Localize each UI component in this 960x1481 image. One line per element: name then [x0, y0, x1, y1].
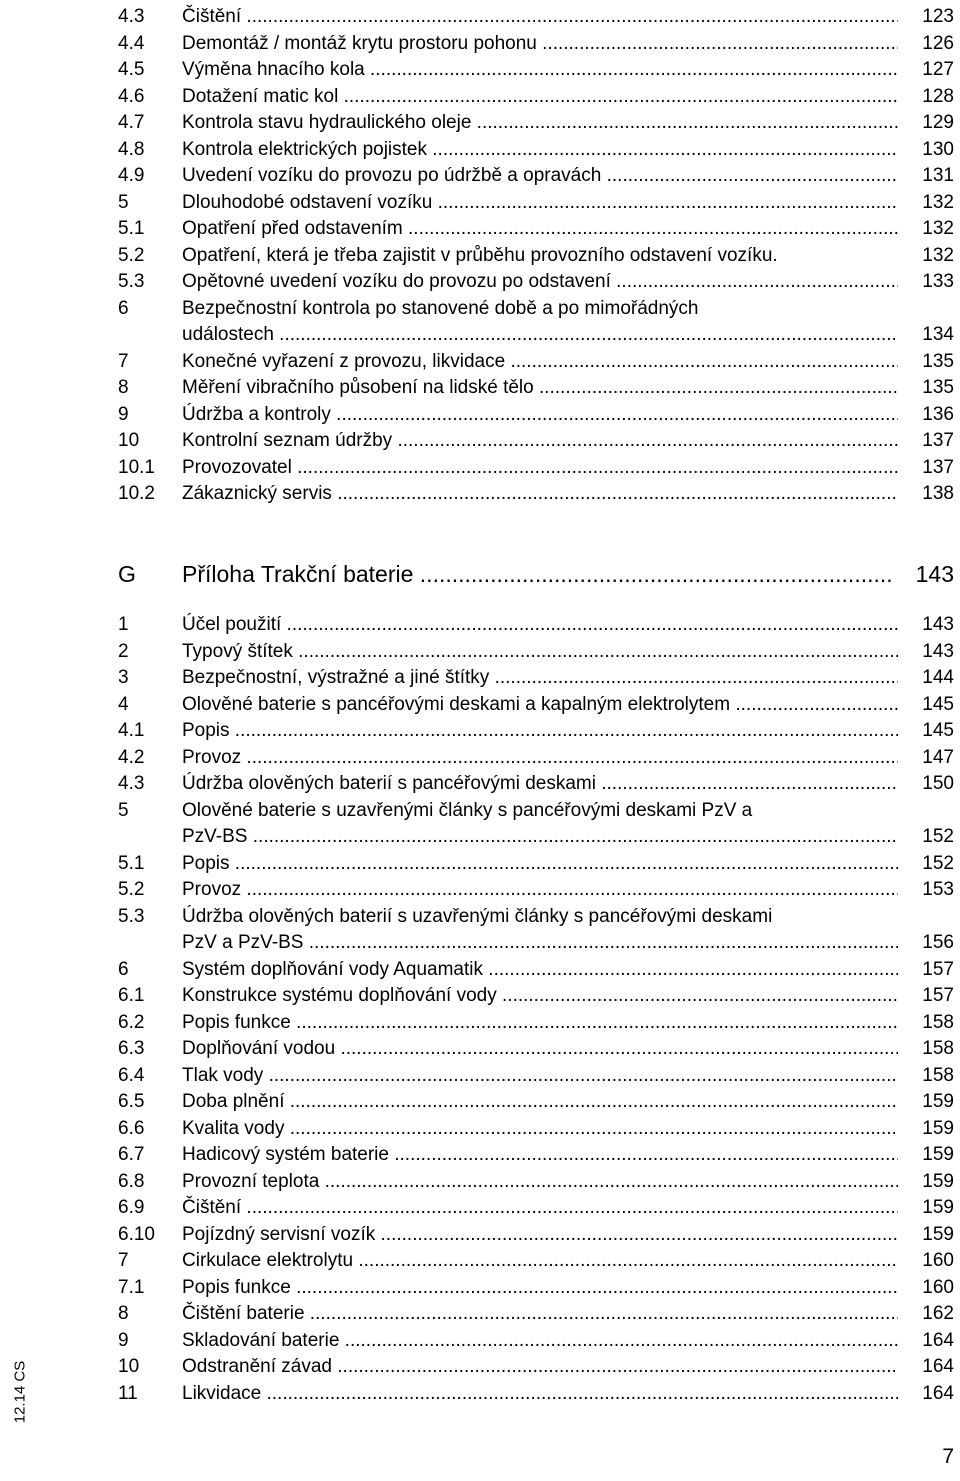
toc-entry-continuation[interactable]: [0, 930, 960, 956]
toc-entry-number: 6: [118, 298, 129, 319]
toc-entry-title: Konečné vyřazení z provozu, likvidace .....: [182, 349, 898, 375]
toc-entry-number: 10.2: [118, 483, 155, 504]
toc-entry-page: 164: [922, 1383, 954, 1404]
toc-entry-title: událostech .....: [182, 322, 898, 348]
toc-entry[interactable]: [0, 428, 960, 454]
toc-entry-title: PzV a PzV-BS .....: [182, 930, 898, 956]
toc-entry-title: Popis funkce .....: [182, 1275, 898, 1301]
toc-entry-title: Hadicový systém baterie .....: [182, 1142, 898, 1168]
margin-note-text: 12.14 CS: [11, 1360, 29, 1424]
toc-entry-number: 5: [118, 192, 129, 213]
toc-entry-title: Provozní teplota .....: [182, 1169, 898, 1195]
toc-entry[interactable]: [0, 137, 960, 163]
toc-chapter-page: 143: [915, 561, 954, 587]
toc-entry[interactable]: [0, 1381, 960, 1407]
toc-entry-title: Doba plnění .....: [182, 1089, 898, 1115]
toc-entry-title: Čištění .....: [182, 4, 898, 30]
toc-entry-number: 6.9: [118, 1197, 145, 1218]
toc-entry-title: Uvedení vozíku do provozu po údržbě a opravách .....: [182, 163, 898, 189]
toc-entry-page: 134: [922, 324, 954, 345]
toc-entry[interactable]: [0, 1354, 960, 1380]
toc-entry-page: 145: [922, 720, 954, 741]
toc-entry-title: Provoz .....: [182, 877, 898, 903]
toc-entry[interactable]: [0, 639, 960, 665]
toc-entry-page: 159: [922, 1171, 954, 1192]
toc-entry[interactable]: [0, 190, 960, 216]
toc-entry[interactable]: [0, 481, 960, 507]
toc-entry-number: 5: [118, 800, 129, 821]
toc-entry-number: 6.6: [118, 1118, 145, 1139]
toc-entry[interactable]: [0, 31, 960, 57]
toc-entry-number: 3: [118, 667, 129, 688]
toc-entry-number: 5.2: [118, 879, 145, 900]
toc-entry-number: 7: [118, 351, 129, 372]
toc-entry[interactable]: [0, 163, 960, 189]
toc-entry-title: Provoz .....: [182, 745, 898, 771]
toc-entry-title: Kontrola stavu hydraulického oleje .....: [182, 110, 898, 136]
toc-entry[interactable]: [0, 216, 960, 242]
toc-entry-page: 145: [922, 694, 954, 715]
toc-entry-number: 5.1: [118, 853, 145, 874]
toc-entry-page: 129: [922, 112, 954, 133]
toc-entry-title: Údržba a kontroly .....: [182, 402, 898, 428]
toc-entry-page: 160: [922, 1250, 954, 1271]
toc-entry-page: 158: [922, 1012, 954, 1033]
toc-chapter-heading[interactable]: [0, 559, 960, 589]
toc-entry-page: 144: [922, 667, 954, 688]
toc-entry[interactable]: [0, 665, 960, 691]
toc-entry-number: 10.1: [118, 457, 155, 478]
toc-entry-title: Konstrukce systému doplňování vody .....: [182, 983, 898, 1009]
toc-entry-page: 133: [922, 271, 954, 292]
toc-entry-page: 159: [922, 1197, 954, 1218]
toc-entry-page: 157: [922, 985, 954, 1006]
toc-entry[interactable]: [0, 718, 960, 744]
toc-entry-number: 6.7: [118, 1144, 145, 1165]
toc-entry-number: 4: [118, 694, 129, 715]
toc-entry-continuation[interactable]: [0, 824, 960, 850]
toc-entry-number: 1: [118, 614, 129, 635]
toc-entry[interactable]: [0, 745, 960, 771]
toc-entry-number: 6.10: [118, 1224, 155, 1245]
toc-entry-number: 4.5: [118, 59, 145, 80]
toc-entry[interactable]: [0, 692, 960, 718]
toc-entry-title: Doplňování vodou .....: [182, 1036, 898, 1062]
toc-entry-page: 128: [922, 86, 954, 107]
toc-entry[interactable]: [0, 1036, 960, 1062]
toc-entry-title: Opatření, která je třeba zajistit v průběhu provozního odstavení vozíku.: [182, 245, 778, 266]
toc-entry-title: Zákaznický servis .....: [182, 481, 898, 507]
toc-entry-page: 132: [922, 218, 954, 239]
toc-entry-page: 159: [922, 1224, 954, 1245]
toc-entry-title: Účel použití .....: [182, 612, 898, 638]
toc-entry-page: 150: [922, 773, 954, 794]
toc-entry-title: Skladování baterie .....: [182, 1328, 898, 1354]
toc-entry-page: 152: [922, 853, 954, 874]
toc-entry[interactable]: [0, 349, 960, 375]
toc-chapter-title: Příloha Trakční baterie .....: [182, 559, 894, 589]
toc-entry[interactable]: [0, 1222, 960, 1248]
toc-entry-page: 131: [922, 165, 954, 186]
toc-entry-page: 153: [922, 879, 954, 900]
toc-entry-title: Likvidace .....: [182, 1381, 898, 1407]
toc-entry[interactable]: [0, 1089, 960, 1115]
toc-entry-number: 4.7: [118, 112, 145, 133]
toc-entry-number: 9: [118, 404, 129, 425]
toc-entry-page: 127: [922, 59, 954, 80]
toc-entry-number: 4.4: [118, 33, 145, 54]
toc-entry[interactable]: [0, 1116, 960, 1142]
toc-entry-page: 143: [922, 614, 954, 635]
toc-entry-title: Kvalita vody .....: [182, 1116, 898, 1142]
toc-entry[interactable]: [0, 612, 960, 638]
toc-chapter-letter: G: [118, 561, 136, 587]
toc-entry-number: 8: [118, 377, 129, 398]
toc-entry-title: Popis .....: [182, 718, 898, 744]
toc-entry[interactable]: [0, 1275, 960, 1301]
toc-entry-page: 157: [922, 959, 954, 980]
toc-entry[interactable]: [0, 957, 960, 983]
toc-entry[interactable]: [0, 1195, 960, 1221]
toc-entry-title: Bezpečnostní, výstražné a jiné štítky .....: [182, 665, 898, 691]
toc-entry-number: 9: [118, 1330, 129, 1351]
toc-entry-page: 152: [922, 826, 954, 847]
toc-entry-title: Typový štítek .....: [182, 639, 898, 665]
toc-entry[interactable]: [0, 402, 960, 428]
toc-entry-title: Demontáž / montáž krytu prostoru pohonu .....: [182, 31, 898, 57]
toc-entry[interactable]: [0, 1063, 960, 1089]
toc-entry[interactable]: [0, 1010, 960, 1036]
toc-entry-number: 4.8: [118, 139, 145, 160]
toc-entry[interactable]: [0, 771, 960, 797]
toc-entry-page: 130: [922, 139, 954, 160]
toc-entry-page: 132: [922, 192, 954, 213]
toc-entry-page: 138: [922, 483, 954, 504]
toc-entry-page: 156: [922, 932, 954, 953]
toc-entry-number: 6.5: [118, 1091, 145, 1112]
toc-entry-number: 6: [118, 959, 129, 980]
toc-entry-title: Cirkulace elektrolytu .....: [182, 1248, 898, 1274]
toc-entry-page: 123: [922, 6, 954, 27]
toc-entry[interactable]: [0, 1169, 960, 1195]
toc-entry-title: Dlouhodobé odstavení vozíku .....: [182, 190, 898, 216]
toc-entry[interactable]: [0, 904, 960, 930]
toc-entry[interactable]: [0, 296, 960, 322]
toc-entry-title: Popis .....: [182, 851, 898, 877]
toc-entry-title: Opatření před odstavením .....: [182, 216, 898, 242]
toc-entry-title: Údržba olověných baterií s uzavřenými články s pancéřovými deskami: [182, 906, 773, 927]
page-number: 7: [942, 1445, 954, 1468]
toc-entry-number: 4.3: [118, 6, 145, 27]
toc-entry-number: 11: [118, 1383, 138, 1404]
toc-entry[interactable]: [0, 375, 960, 401]
toc-entry-page: 159: [922, 1091, 954, 1112]
toc-entry-title: Popis funkce .....: [182, 1010, 898, 1036]
toc-entry-number: 6.2: [118, 1012, 145, 1033]
toc-entry-title: Výměna hnacího kola .....: [182, 57, 898, 83]
toc-entry-number: 5.3: [118, 906, 145, 927]
toc-entry-number: 10: [118, 1356, 140, 1377]
toc-entry-page: 147: [922, 747, 954, 768]
toc-entry-number: 6.3: [118, 1038, 145, 1059]
toc-entry[interactable]: [0, 851, 960, 877]
toc-entry-page: 164: [922, 1356, 954, 1377]
toc-entry-page: 136: [922, 404, 954, 425]
toc-entry-page: 137: [922, 430, 954, 451]
toc-entry-page: 158: [922, 1038, 954, 1059]
toc-entry[interactable]: [0, 1328, 960, 1354]
toc-entry-page: 159: [922, 1144, 954, 1165]
toc-entry-number: 4.2: [118, 747, 145, 768]
toc-entry-number: 7: [118, 1250, 129, 1271]
toc-entry-page: 132: [922, 245, 954, 266]
toc-entry-page: 135: [922, 351, 954, 372]
toc-entry-title: Olověné baterie s pancéřovými deskami a kapalným elektrolytem .....: [182, 692, 898, 718]
toc-entry-title: Údržba olověných baterií s pancéřovými deskami .....: [182, 771, 898, 797]
toc-entry-title: Dotažení matic kol .....: [182, 84, 898, 110]
toc-entry-number: 4.3: [118, 773, 145, 794]
toc-entry[interactable]: [0, 877, 960, 903]
toc-entry[interactable]: [0, 1248, 960, 1274]
toc-entry[interactable]: [0, 4, 960, 30]
toc-entry-title: Odstranění závad .....: [182, 1354, 898, 1380]
margin-note: [0, 1352, 40, 1432]
toc-entry-title: Opětovné uvedení vozíku do provozu po odstavení .....: [182, 269, 898, 295]
toc-entry-page: 143: [922, 641, 954, 662]
toc-entry-page: 160: [922, 1277, 954, 1298]
toc-entry-number: 4.1: [118, 720, 145, 741]
toc-entry-number: 4.6: [118, 86, 145, 107]
toc-entry-number: 2: [118, 641, 129, 662]
toc-entry[interactable]: [0, 798, 960, 824]
toc-entry-page: 135: [922, 377, 954, 398]
toc-entry-page: 126: [922, 33, 954, 54]
toc-entry-title: Měření vibračního působení na lidské tělo .....: [182, 375, 898, 401]
toc-entry-title: Kontrola elektrických pojistek .....: [182, 137, 898, 163]
toc-entry-title: Olověné baterie s uzavřenými články s pancéřovými deskami PzV a: [182, 800, 753, 821]
toc-entry-title: Tlak vody .....: [182, 1063, 898, 1089]
toc-entry-number: 6.1: [118, 985, 145, 1006]
toc-entry-number: 6.8: [118, 1171, 145, 1192]
toc-entry-title: Čištění .....: [182, 1195, 898, 1221]
toc-entry-page: 158: [922, 1065, 954, 1086]
toc-entry[interactable]: [0, 983, 960, 1009]
toc-entry-page: 137: [922, 457, 954, 478]
toc-entry[interactable]: [0, 269, 960, 295]
toc-entry-number: 8: [118, 1303, 129, 1324]
toc-entry-continuation[interactable]: [0, 322, 960, 348]
toc-entry-number: 4.9: [118, 165, 145, 186]
toc-entry-title: Pojízdný servisní vozík .....: [182, 1222, 898, 1248]
toc-entry-title: Systém doplňování vody Aquamatik .....: [182, 957, 898, 983]
toc-entry[interactable]: [0, 1142, 960, 1168]
toc-entry-number: 6.4: [118, 1065, 145, 1086]
toc-entry[interactable]: [0, 455, 960, 481]
toc-entry-title: Čištění baterie .....: [182, 1301, 898, 1327]
toc-entry[interactable]: [0, 243, 960, 269]
toc-entry[interactable]: [0, 1301, 960, 1327]
toc-entry[interactable]: [0, 110, 960, 136]
toc-entry-title: PzV-BS .....: [182, 824, 898, 850]
toc-entry-title: Bezpečnostní kontrola po stanovené době a po mimořádných: [182, 298, 699, 319]
toc-entry-number: 5.1: [118, 218, 145, 239]
toc-entry-number: 5.3: [118, 271, 145, 292]
toc-entry-page: 164: [922, 1330, 954, 1351]
toc-entry-number: 5.2: [118, 245, 145, 266]
toc-entry[interactable]: [0, 57, 960, 83]
toc-entry-title: Kontrolní seznam údržby .....: [182, 428, 898, 454]
toc-entry-title: Provozovatel .....: [182, 455, 898, 481]
toc-entry-number: 10: [118, 430, 140, 451]
toc-entry-page: 162: [922, 1303, 954, 1324]
toc-entry-page: 159: [922, 1118, 954, 1139]
toc-entry[interactable]: [0, 84, 960, 110]
toc-entry-number: 7.1: [118, 1277, 145, 1298]
